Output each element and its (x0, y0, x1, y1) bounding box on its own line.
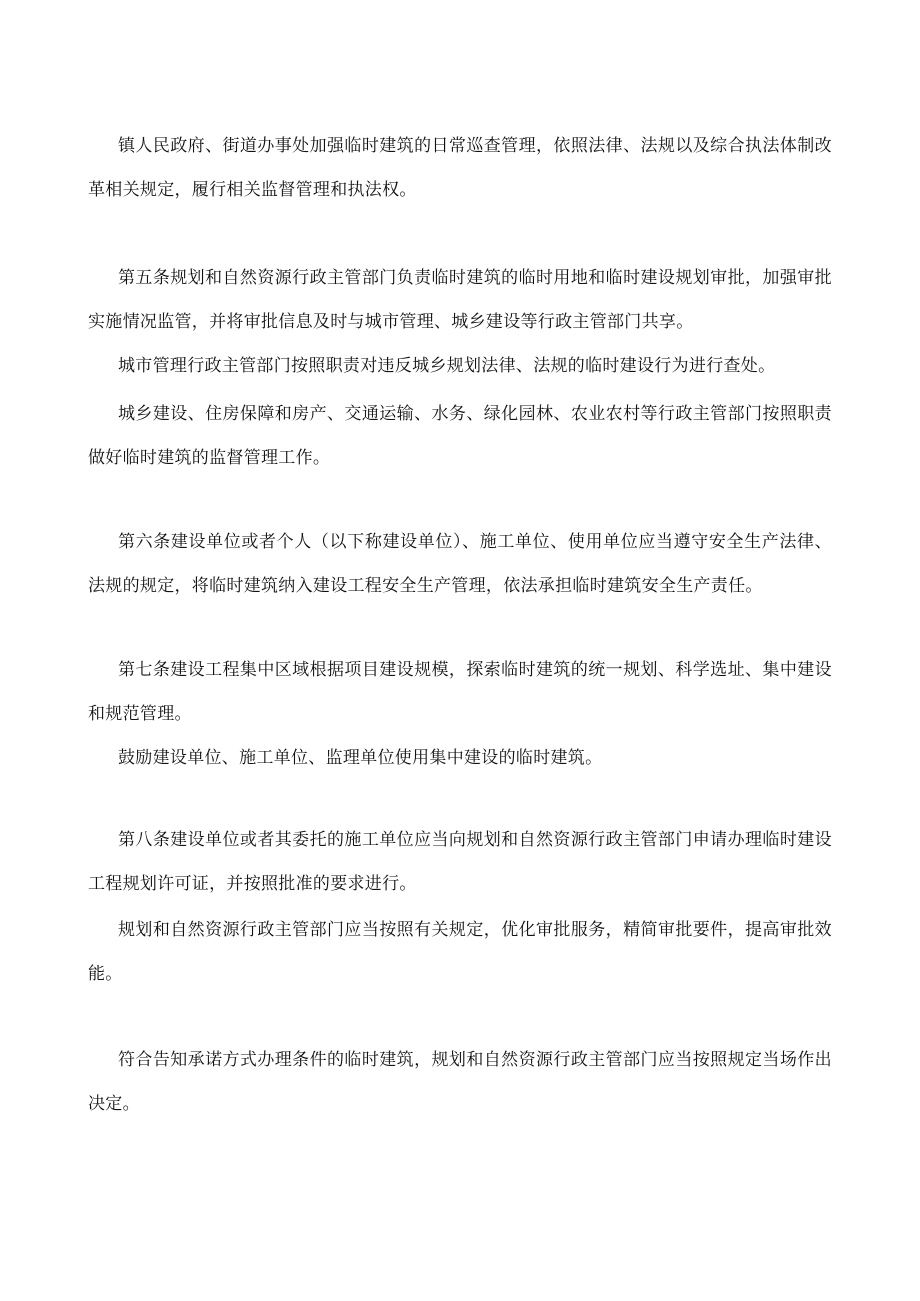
paragraph-article-7: 第七条建设工程集中区域根据项目建设规模，探索临时建筑的统一规划、科学选址、集中建设和规范管理。 (88, 660, 832, 724)
paragraph-article-8: 第八条建设单位或者其委托的施工单位应当向规划和自然资源行政主管部门申请办理临时建设工程规划许可证，并按照批准的要求进行。 (88, 830, 832, 894)
paragraph-town-supervision: 镇人民政府、街道办事处加强临时建筑的日常巡查管理，依照法律、法规以及综合执法体制改革相关规定，履行相关监督管理和执法权。 (88, 136, 832, 200)
paragraph-optimize-approval: 规划和自然资源行政主管部门应当按照有关规定，优化审批服务，精简审批要件，提高审批效能。 (88, 920, 832, 984)
paragraph-urban-management: 城市管理行政主管部门按照职责对违反城乡规划法律、法规的临时建设行为进行查处。 (118, 356, 776, 376)
paragraph-encourage-centralized: 鼓励建设单位、施工单位、监理单位使用集中建设的临时建筑。 (118, 748, 603, 768)
paragraph-article-6: 第六条建设单位或者个人（以下称建设单位）、施工单位、使用单位应当遵守安全生产法律、法规的规定，将临时建筑纳入建设工程安全生产管理，依法承担临时建筑安全生产责任。 (88, 532, 832, 596)
paragraph-article-5: 第五条规划和自然资源行政主管部门负责临时建筑的临时用地和临时建设规划审批，加强审批实施情况监管，并将审批信息及时与城市管理、城乡建设等行政主管部门共享。 (88, 268, 832, 332)
paragraph-notification-commitment: 符合告知承诺方式办理条件的临时建筑，规划和自然资源行政主管部门应当按照规定当场作出决定。 (88, 1050, 832, 1114)
paragraph-departments-duties: 城乡建设、住房保障和房产、交通运输、水务、绿化园林、农业农村等行政主管部门按照职责做好临时建筑的监督管理工作。 (88, 404, 832, 468)
